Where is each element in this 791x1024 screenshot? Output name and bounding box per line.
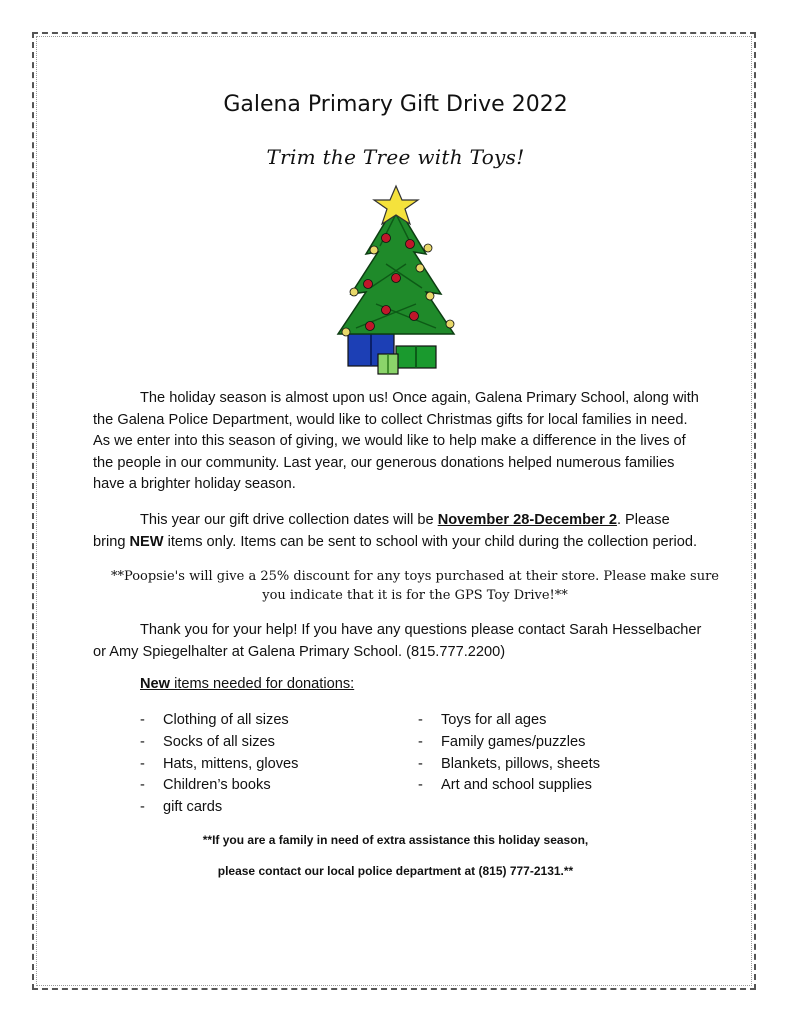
collection-dates: November 28-December 2 <box>437 512 617 528</box>
items-heading <box>140 676 354 692</box>
items-list-left <box>140 710 298 819</box>
footer-line-1: **If you are a family in need of extra assistance this holiday season, <box>202 833 589 847</box>
list-item: - Children’s books <box>140 775 298 797</box>
list-item-label: Children’s books <box>163 777 271 794</box>
list-item: - gift cards <box>140 797 298 819</box>
list-item: - Art and school supplies <box>418 775 600 797</box>
intro-paragraph <box>93 388 703 496</box>
list-item-label: Family games/puzzles <box>441 733 586 750</box>
contact-paragraph <box>93 620 703 663</box>
dates-paragraph <box>93 510 703 553</box>
dates-text-after: items only. Items can be sent to school with your child during the collection period. <box>163 533 698 550</box>
list-item: - Socks of all sizes <box>140 732 298 754</box>
list-item: - Family games/puzzles <box>418 732 600 754</box>
page-subtitle: Trim the Tree with Toys! <box>266 145 525 169</box>
list-item: - Clothing of all sizes <box>140 710 298 732</box>
dates-text <box>93 510 703 553</box>
footer-line-2: please contact our local police department at (815) 777-2131.** <box>217 864 574 878</box>
dates-text-before: This year our gift drive collection dates will be <box>140 512 438 528</box>
items-list-right <box>418 710 600 797</box>
list-item: - Toys for all ages <box>418 710 600 732</box>
list-item-label: Hats, mittens, gloves <box>163 755 299 772</box>
new-keyword: NEW <box>129 533 164 550</box>
dates-text-middle: . Please bring <box>93 512 670 550</box>
list-item: - Hats, mittens, gloves <box>140 754 298 776</box>
list-item-label: Art and school supplies <box>441 777 592 794</box>
list-item: - Blankets, pillows, sheets <box>418 754 600 776</box>
christmas-tree-icon <box>326 184 466 376</box>
list-item-label: Socks of all sizes <box>163 733 275 750</box>
list-item-label: Toys for all ages <box>441 712 547 728</box>
contact-text: Thank you for your help! If you have any questions please contact Sarah Hesselbacher or Amy Spiegelhalter at Galena Primary School. (815.777.2200) <box>93 622 702 660</box>
intro-text: The holiday season is almost upon us! Once again, Galena Primary School, along with the Galena Police Department, would like to collect Christmas gifts for local families in need. As we enter into this season of giving, we would like to help make a difference in the lives of the people in our community. Last year, our generous donations helped numerous families have a brighter holiday season. <box>93 390 699 492</box>
discount-note: **Poopsie's will give a 25% discount for any toys purchased at their store. Please make sure you indicate that it is for the GPS Toy Drive!** <box>110 569 720 603</box>
items-heading-rest: items needed for donations: <box>170 676 355 692</box>
list-item-label: gift cards <box>163 799 223 816</box>
list-item-label: Blankets, pillows, sheets <box>441 755 600 772</box>
items-heading-new: New <box>140 676 171 692</box>
list-item-label: Clothing of all sizes <box>163 712 289 728</box>
page-title: Galena Primary Gift Drive 2022 <box>223 92 568 117</box>
